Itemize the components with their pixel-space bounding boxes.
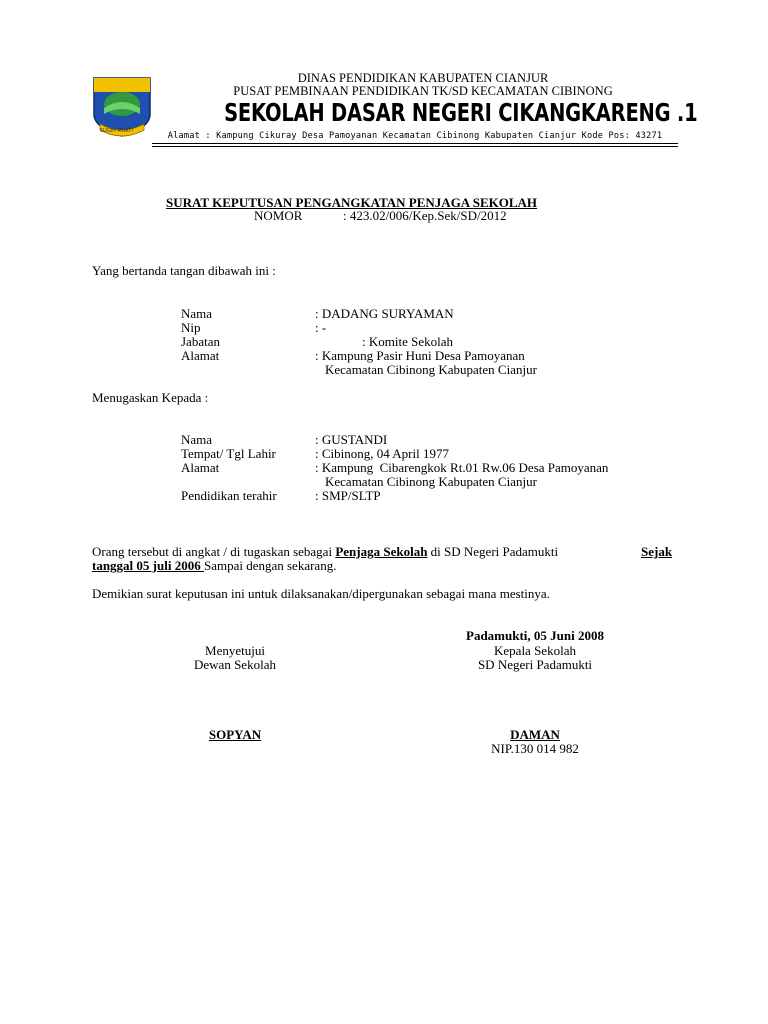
number-label: NOMOR <box>254 208 303 223</box>
appointee-education-value: : SMP/SLTP <box>315 488 381 503</box>
place-date: Padamukti, 05 Juni 2008 <box>466 628 604 643</box>
header-divider <box>152 143 678 144</box>
left-sign-title-2: Dewan Sekolah <box>194 657 276 672</box>
signer-name-value: : DADANG SURYAMAN <box>315 306 454 321</box>
body-paragraph-1-line-2 <box>92 558 336 574</box>
right-sign-title-2: SD Negeri Padamukti <box>477 657 593 672</box>
sub-agency-name: PUSAT PEMBINAAN PENDIDIKAN TK/SD KECAMATAN CIBINONG <box>233 84 613 98</box>
intro-text: Yang bertanda tangan dibawah ini : <box>92 263 276 278</box>
signer-name-label: Nama <box>181 306 213 321</box>
school-address: Alamat : Kampung Cikuray Desa Pamoyanan Kecamatan Cibinong Kabupaten Cianjur Kode Pos: 43271 <box>167 131 663 141</box>
appointee-birth-label: Tempat/ Tgl Lahir <box>181 446 276 461</box>
signer-position-label: Jabatan <box>181 334 220 349</box>
header-divider-thick <box>152 146 678 147</box>
number-value: : 423.02/006/Kep.Sek/SD/2012 <box>343 208 507 223</box>
since-emphasis: Sejak <box>641 544 673 559</box>
school-name: SEKOLAH DASAR NEGERI CIKANGKARENG .1 <box>224 98 698 127</box>
left-signer-name: SOPYAN <box>208 727 262 742</box>
appointee-name-label: Nama <box>181 432 213 447</box>
body-text: Sampai dengan sekarang. <box>203 558 337 573</box>
appointee-address-value-2: Kecamatan Cibinong Kabupaten Cianjur <box>325 474 537 489</box>
appointee-name-value: : GUSTANDI <box>315 432 388 447</box>
appointee-birth-value: : Cibinong, 04 April 1977 <box>315 446 449 461</box>
body-text: Orang tersebut di angkat / di tugaskan sebagai <box>92 544 336 559</box>
right-signer-nip: NIP.130 014 982 <box>491 741 579 756</box>
signer-position-value: : Komite Sekolah <box>362 334 453 349</box>
signer-address-value: : Kampung Pasir Huni Desa Pamoyanan <box>315 348 525 363</box>
body-text: di SD Negeri Padamukti <box>427 544 562 559</box>
agency-name: DINAS PENDIDIKAN KABUPATEN CIANJUR <box>297 71 549 85</box>
appointee-address-value: : Kampung Cibarengkok Rt.01 Rw.06 Desa Pamoyanan <box>315 460 609 475</box>
assign-label: Menugaskan Kepada : <box>92 390 209 405</box>
signer-address-value-2: Kecamatan Cibinong Kabupaten Cianjur <box>325 362 537 377</box>
appointee-education-label: Pendidikan terahir <box>181 488 277 503</box>
body-paragraph-2: Demikian surat keputusan ini untuk dilaksanakan/dipergunakan sebagai mana mestinya. <box>92 586 550 601</box>
left-sign-title-1: Menyetujui <box>205 643 265 658</box>
logo-text: SUGIH MUKTI <box>100 128 133 134</box>
signer-nip-label: Nip <box>181 320 201 335</box>
date-emphasis: tanggal 05 juli 2006 <box>92 558 204 573</box>
appointee-address-label: Alamat <box>181 460 220 475</box>
document-title: SURAT KEPUTUSAN PENGANGKATAN PENJAGA SEKOLAH <box>166 195 538 210</box>
right-signer-name: DAMAN <box>510 727 560 742</box>
role-emphasis: Penjaga Sekolah <box>335 544 428 559</box>
signer-nip-value: : - <box>315 320 327 335</box>
right-sign-title-1: Kepala Sekolah <box>494 643 576 658</box>
signer-address-label: Alamat <box>181 348 220 363</box>
